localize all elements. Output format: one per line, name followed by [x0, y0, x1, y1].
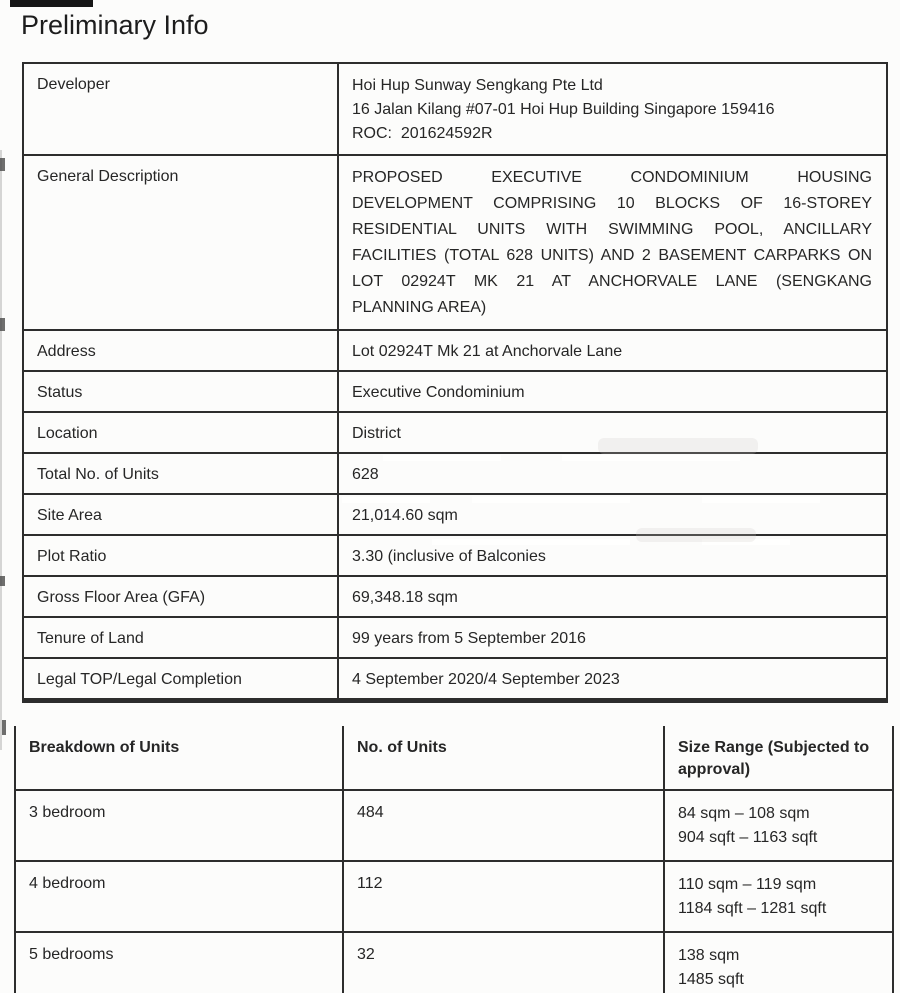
table-row-tenure	[23, 617, 887, 658]
row-label: Tenure of Land	[23, 617, 338, 658]
value-line: 1485 sqft	[678, 971, 744, 988]
table-row-general-description	[23, 155, 887, 330]
row-value: 21,014.60 sqm	[338, 494, 887, 535]
scan-smudge-blob	[598, 438, 758, 454]
row-label: General Description	[23, 155, 338, 330]
value-line: PROPOSED EXECUTIVE CONDOMINIUM HOUSING	[352, 169, 872, 186]
header-breakdown-of-units: Breakdown of Units	[15, 726, 343, 790]
table-row-3-bedroom	[15, 790, 893, 861]
table-row-status	[23, 371, 887, 412]
scan-artifact-tick	[2, 720, 6, 735]
value-line: PLANNING AREA)	[352, 299, 487, 316]
value-line: 138 sqm	[678, 947, 740, 964]
row-label: Location	[23, 412, 338, 453]
row-value: 69,348.18 sqm	[338, 576, 887, 617]
scan-artifact-tick	[0, 318, 5, 331]
value-line: Hoi Hup Sunway Sengkang Pte Ltd	[352, 77, 603, 94]
unit-count-cell: 112	[343, 861, 664, 932]
table-row-4-bedroom	[15, 861, 893, 932]
unit-size-cell	[664, 861, 893, 932]
row-label: Developer	[23, 63, 338, 155]
row-value: Executive Condominium	[338, 371, 887, 412]
scan-smudge-blob	[636, 528, 756, 542]
row-value: 4 September 2020/4 September 2023	[338, 658, 887, 701]
value-line: ROC: 201624592R	[352, 125, 493, 142]
row-label: Legal TOP/Legal Completion	[23, 658, 338, 701]
table-row-legal-top	[23, 658, 887, 701]
unit-type-cell: 4 bedroom	[15, 861, 343, 932]
row-value	[338, 63, 887, 155]
unit-size-cell	[664, 790, 893, 861]
unit-size-cell	[664, 932, 893, 993]
value-line: 1184 sqft – 1281 sqft	[678, 900, 827, 917]
scan-smudge	[702, 497, 820, 503]
table-row-gfa	[23, 576, 887, 617]
row-value	[338, 155, 887, 330]
scan-smudge	[383, 455, 501, 461]
unit-count-cell: 484	[343, 790, 664, 861]
scan-artifact-tick	[0, 158, 5, 171]
table-row-developer	[23, 63, 887, 155]
scan-smudge	[342, 497, 430, 503]
value-line: LOT 02924T MK 21 AT ANCHORVALE LANE (SENGKANG	[352, 273, 872, 290]
unit-count-cell: 32	[343, 932, 664, 993]
unit-type-cell: 3 bedroom	[15, 790, 343, 861]
header-size-range: Size Range (Subjected to approval)	[664, 726, 893, 790]
scan-smudge	[562, 455, 740, 461]
value-line: 904 sqft – 1163 sqft	[678, 829, 818, 846]
unit-type-cell: 5 bedrooms	[15, 932, 343, 993]
page-title: Preliminary Info	[21, 10, 209, 40]
row-label: Gross Floor Area (GFA)	[23, 576, 338, 617]
table-row-address	[23, 330, 887, 371]
header-row	[15, 726, 893, 790]
row-value: 99 years from 5 September 2016	[338, 617, 887, 658]
value-line: DEVELOPMENT COMPRISING 10 BLOCKS OF 16-STOREY	[352, 195, 872, 212]
value-line: FACILITIES (TOTAL 628 UNITS) AND 2 BASEMENT CARPARKS ON	[352, 247, 872, 264]
value-line: 16 Jalan Kilang #07-01 Hoi Hup Building Singapore 159416	[352, 101, 775, 118]
table-row-5-bedrooms	[15, 932, 893, 993]
row-value: 3.30 (inclusive of Balconies	[338, 535, 887, 576]
scan-smudge	[472, 497, 630, 503]
value-line: 110 sqm – 119 sqm	[678, 876, 817, 893]
scan-smudge	[432, 539, 630, 545]
header-no-of-units: No. of Units	[343, 726, 664, 790]
row-label: Total No. of Units	[23, 453, 338, 494]
row-label: Plot Ratio	[23, 535, 338, 576]
scan-artifact-edge	[0, 150, 2, 750]
preliminary-info-table	[22, 62, 888, 703]
unit-breakdown-table	[14, 726, 894, 993]
row-value: District	[338, 412, 887, 453]
row-label: Site Area	[23, 494, 338, 535]
value-line: RESIDENTIAL UNITS WITH SWIMMING POOL, ANCILLARY	[352, 221, 872, 238]
scan-artifact-tick	[0, 576, 5, 586]
value-line: 84 sqm – 108 sqm	[678, 805, 810, 822]
row-value: 628	[338, 453, 887, 494]
row-label: Status	[23, 371, 338, 412]
row-label: Address	[23, 330, 338, 371]
row-value: Lot 02924T Mk 21 at Anchorvale Lane	[338, 330, 887, 371]
